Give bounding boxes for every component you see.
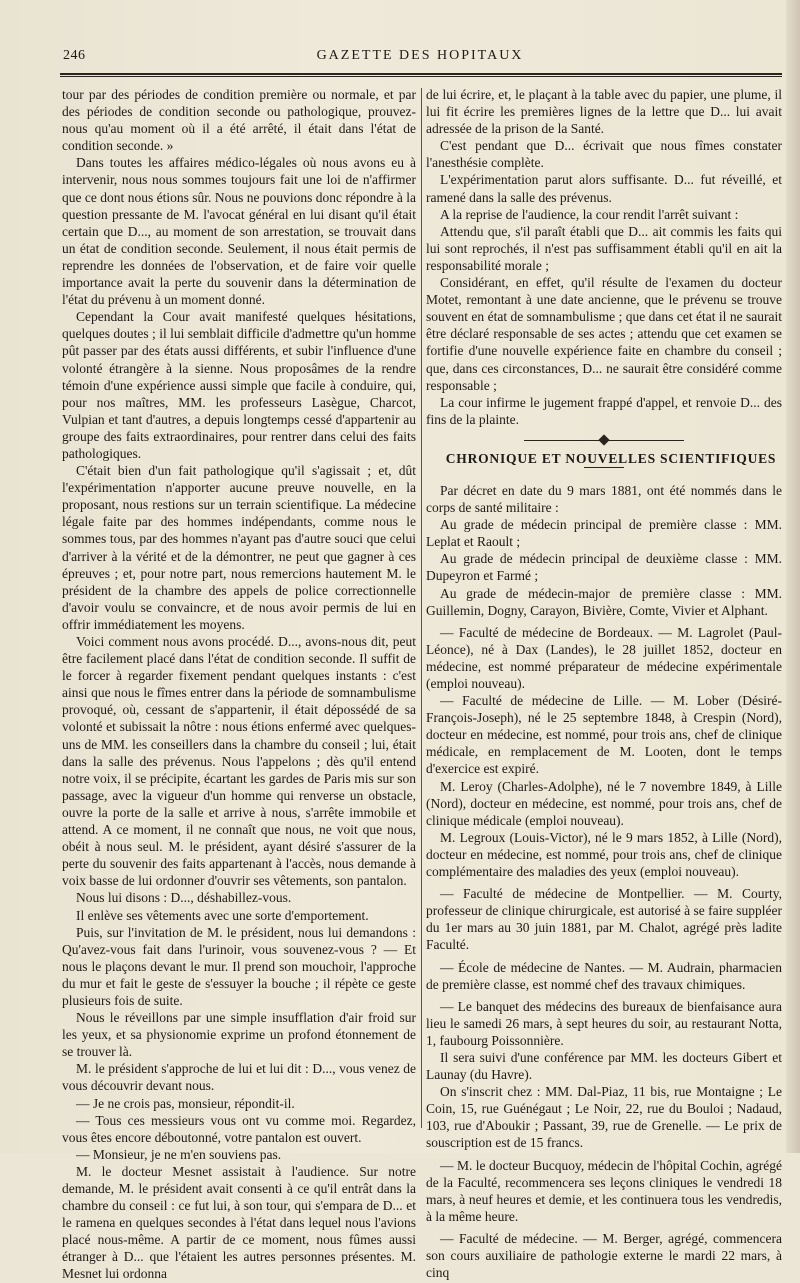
paragraph: C'était bien d'un fait pathologique qu'il s'agissait ; et, dût l'expérimentation n'apporter aucune preuve nouvelle, en la proposant, nous restions sur un terrain scientifique. La médecine légale faite par des hommes indépendants, comme nous le sommes tous, par des hommes n'ayant pas d'autre souci que celui d'arriver à la vérité et de la démontrer, ne peut que gagner à ces épreuves ; et, pour notre part, nous remercions hautement M. le président de la chambre des appels de police correctionnelle d'avoir voulu se convaincre, et de nous avoir permis de lui en offrir immédiatement les moyens. — [62, 463, 416, 632]
running-title: GAZETTE DES HOPITAUX — [316, 48, 524, 63]
paragraph: Au grade de médecin-major de première classe : MM. Guillemin, Dogny, Carayon, Bivière, Comte, Vivier et Alphant. — [426, 585, 782, 618]
paragraph: Au grade de médecin principal de première classe : MM. Leplat et Raoult ; — [426, 517, 782, 550]
paragraph: — M. le docteur Bucquoy, médecin de l'hôpital Cochin, agrégé de la Faculté, recommencera ses leçons cliniques le vendredi 18 mars, à neuf heures et demie, et les continuera tous les vendredis, à la même heure. — [426, 1157, 782, 1224]
paragraph: Nous le réveillons par une simple insufflation d'air froid sur les yeux, et sa physionomie exprime un profond étonnement de se trouver là. — [62, 1010, 416, 1060]
page-header — [60, 46, 780, 68]
paragraph: La cour infirme le jugement frappé d'appel, et renvoie D... des fins de la plainte. — [426, 394, 782, 427]
paragraph: — Faculté de médecine. — M. Berger, agrégé, commencera son cours auxiliaire de pathologie externe le mardi 22 mars, à cinq — [426, 1230, 782, 1281]
section-separator-ornament — [524, 436, 684, 444]
paragraph: Attendu que, s'il paraît établi que D... ait commis les faits qui lui sont reprochés, il n'est pas suffisamment établi qu'il en ait la responsabilité morale ; — [426, 223, 782, 273]
paragraph: de lui écrire, et, le plaçant à la table avec du papier, une plume, il lui fit écrire les premières lignes de la lettre que D... lui avait adressée de la prison de la Santé. — [426, 87, 782, 137]
page-edge-shadow — [786, 0, 800, 1153]
paragraph: Au grade de médecin principal de deuxième classe : MM. Dupeyron et Farmé ; — [426, 551, 782, 584]
left-column — [62, 86, 416, 1283]
paragraph: A la reprise de l'audience, la cour rendit l'arrêt suivant : — [440, 206, 739, 222]
paragraph: M. Leroy (Charles-Adolphe), né le 7 novembre 1849, à Lille (Nord), docteur en médecine, est nommé, pour trois ans, chef de clinique médicale (emploi nouveau). — [426, 778, 782, 828]
header-rule — [60, 73, 782, 77]
paragraph: — Faculté de médecine de Montpellier. — M. Courty, professeur de clinique chirurgicale, est autorisé à se faire suppléer du 1er mars au 30 juin 1881, par M. Chalot, agrégé près ladite Faculté. — [426, 886, 782, 953]
paragraph: Par décret en date du 9 mars 1881, ont été nommés dans le corps de santé militaire : — [426, 482, 782, 516]
paragraph: Nous lui disons : D..., déshabillez-vous. — [76, 890, 292, 906]
paragraph: L'expérimentation parut alors suffisante. D... fut réveillé, et ramené dans la salle des prévenus. — [426, 172, 782, 205]
paragraph: — Tous ces messieurs vous ont vu comme moi. Regardez, vous êtes encore déboutonné, votre pantalon est ouvert. — [62, 1112, 416, 1145]
paragraph: Considérant, en effet, qu'il résulte de l'examen du docteur Motet, remontant à une date ancienne, que le prévenu se trouve souvent en état de somnambulisme ; que dans cet état il ne saurait être déclaré responsable de ses actes ; attendu que cet examen se fortifie d'une nouvelle expérience faite en chambre du conseil ; que, dans ces circonstances, D... ne saurait être considéré comme responsable ; — [426, 275, 782, 393]
paragraph: Puis, sur l'invitation de M. le président, nous lui demandons : Qu'avez-vous fait dans l'urinoir, vous souvenez-vous ? — Et nous le plaçons devant le mur. Il prend son mouchoir, l'approche du mur et fait le geste de s'essuyer la bouche ; il répète ce geste plusieurs fois de suite. — [62, 924, 416, 1008]
paragraph: M. Legroux (Louis-Victor), né le 9 mars 1852, à Lille (Nord), docteur en médecine, est nommé, pour trois ans, chef de clinique complémentaire des maladies des yeux (emploi nouveau). — [426, 829, 782, 880]
column-divider — [421, 88, 422, 1128]
page-number: 246 — [63, 48, 86, 63]
paragraph: Il enlève ses vêtements avec une sorte d'emportement. — [76, 907, 369, 923]
paragraph: C'est pendant que D... écrivait que nous fîmes constater l'anesthésie complète. — [426, 138, 782, 171]
paragraph: — Le banquet des médecins des bureaux de bienfaisance aura lieu le samedi 26 mars, à sept heures du soir, au restaurant Notta, 1, faubourg Poissonnière. — [426, 998, 782, 1048]
paragraph: — Faculté de médecine de Bordeaux. — M. Lagrolet (Paul-Léonce), né à Dax (Landes), le 28 juillet 1852, docteur en médecine, est nommé préparateur de médecine expérimentale (emploi nouveau). — [426, 624, 782, 691]
paragraph: Voici comment nous avons procédé. D..., avons-nous dit, peut être facilement placé dans l'état de condition seconde. Il suffit de le forcer à regarder fixement pendant quelques instants : c'est ainsi que nous le fîmes entrer dans la période de somnambulisme provoqué, où, cessant de s'appartenir, il était dépossédé de sa volonté et subissait la nôtre : nous étions enfermé avec quelques-uns de MM. les conseillers dans la chambre du conseil ; lui, était dans la salle des prévenus. Nous l'appelons ; dès qu'il entend notre voix, il se précipite, écartant les gardes de Paris mis sur son passage, avec la vigueur d'un homme qui renverse un obstacle, ouvre la porte de la salle et arrive à nous, s'arrête immobile et attend. A ce moment, il ne connaît que nous, ne voit que nous, obéit à nous seul. M. le président, ayant désiré s'assurer de la perte du souvenir des faits appartenant à l'accès, nous demande à voix basse de lui ordonner d'ouvrir ses vêtements, son pantalon. — [62, 634, 416, 889]
paragraph: M. le docteur Mesnet assistait à l'audience. Sur notre demande, M. le président avait consenti à ce qu'il entrât dans la chambre du conseil : ce fut lui, à son tour, qui s'empara de D... et le ramena en quelques secondes à l'état dans lequel nous l'avions placé nous-même. A partir de ce moment, nous fûmes aussi étranger à D... que l'étaient les autres personnes présentes. M. Mesnet lui ordonna — [62, 1163, 416, 1282]
section-title: CHRONIQUE ET NOUVELLES SCIENTIFIQUES — [445, 450, 777, 466]
right-column — [426, 86, 782, 1281]
paragraph: — Faculté de médecine de Lille. — M. Lober (Désiré-François-Joseph), né le 25 septembre 1848, à Crespin (Nord), docteur en médecine, est nommé, pour trois ans, chef de clinique médicale, en remplacement de M. Looten, dont le temps d'exercice est expiré. — [426, 693, 782, 777]
paragraph: On s'inscrit chez : MM. Dal-Piaz, 11 bis, rue Montaigne ; Le Coin, 15, rue Guénégaut ; Le Noir, 22, rue du Bouloi ; Nadaud, 103, rue d'Aboukir ; Passant, 39, rue de Grenelle. — Le prix de souscription est de 15 francs. — [426, 1084, 782, 1151]
section-title-rule — [584, 467, 624, 468]
paragraph: Cependant la Cour avait manifesté quelques hésitations, quelques doutes ; il lui semblait difficile d'admettre qu'un homme pût passer par des états aussi différents, et subir l'influence d'une volonté étrangère à la sienne. Nous proposâmes de la rendre témoin d'une expérience aussi simple que facile à conduire, qui, pour nos maîtres, MM. les professeurs Lasègue, Charcot, Vulpian et tant d'autres, a depuis longtemps cessé d'appartenir au groupe des faits extraordinaires, pour rentrer dans celui des faits pathologiques. — [62, 309, 416, 461]
right-column-news-text — [426, 482, 782, 1281]
paragraph: — Monsieur, je ne m'en souviens pas. — [76, 1146, 282, 1162]
paragraph: M. le président s'approche de lui et lui dit : D..., vous venez de vous découvrir devant nous. — [62, 1061, 416, 1094]
right-column-court-text — [426, 86, 782, 428]
paragraph: Dans toutes les affaires médico-légales où nous avons eu à intervenir, nous nous sommes toujours fait une loi de n'affirmer que ce dont nous étions sûr. Nous ne pouvions donc répondre à la question pressante de M. l'avocat général en lui disant qu'il était certain que D..., au moment de son arrestation, se trouvait dans un état de condition seconde. Seulement, il nous était permis de reprendre les données de l'observation, et de faire voir quelle importance avait la perte du souvenir dans la détermination de l'état du prévenu à un moment donné. — [62, 155, 416, 308]
paragraph: tour par des périodes de condition première ou normale, et par des périodes de condition seconde ou pathologique, prouvez-nous qu'au moment où il a été arrêté, il était dans l'état de condition seconde. » — [62, 87, 416, 154]
paragraph: Il sera suivi d'une conférence par MM. les docteurs Gibert et Launay (du Havre). — [426, 1049, 782, 1083]
paragraph: — École de médecine de Nantes. — M. Audrain, pharmacien de première classe, est nommé chef des travaux chimiques. — [426, 959, 782, 992]
paragraph: — Je ne crois pas, monsieur, répondit-il. — [76, 1095, 295, 1111]
